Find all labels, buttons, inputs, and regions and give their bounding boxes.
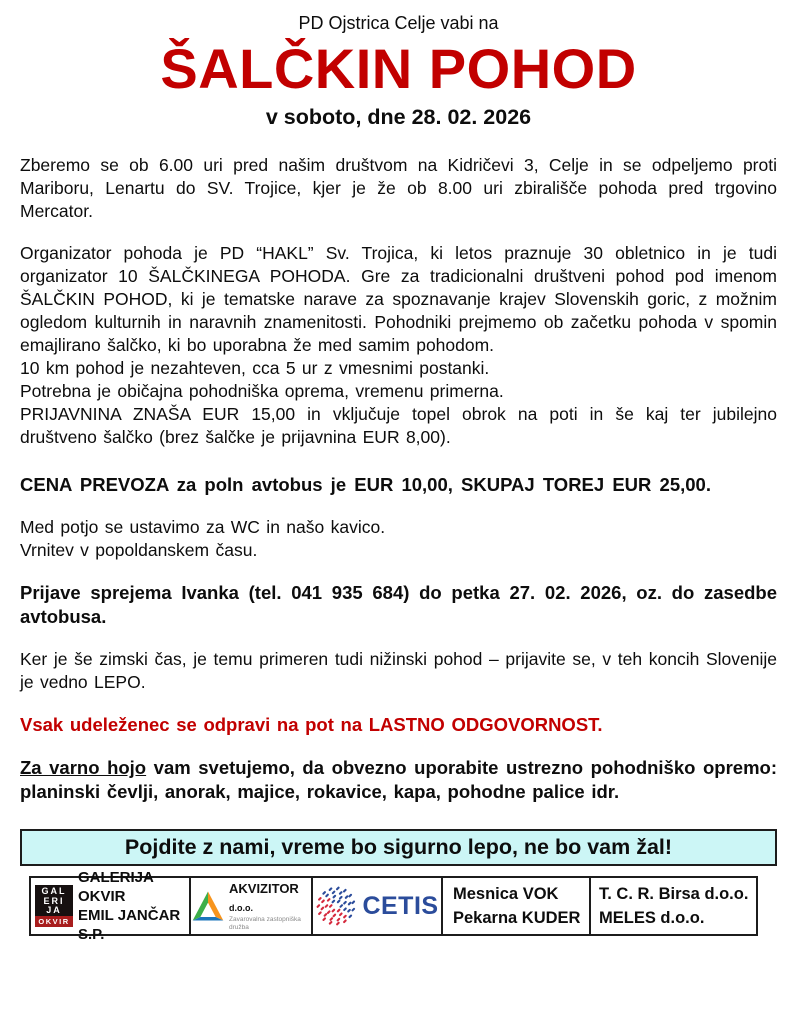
- paragraph-safety: [20, 756, 777, 804]
- paragraph-fee: PRIJAVNINA ZNAŠA EUR 15,00 in vključuje topel obrok na poti in še kaj ter jubilejno društveno šalčko (brez šalčke je prijavnina EUR 8,00).: [20, 404, 777, 447]
- highlight-banner: [20, 829, 777, 866]
- paragraph-meeting: Zberemo se ob 6.00 uri pred našim društvom na Kidričevi 3, Celje in se odpeljemo proti Mariboru, Lenartu do SV. Trojice, kjer je že ob 8.00 uri zbirališče pohoda pred trgovino Mercator.: [20, 155, 777, 221]
- warning-responsibility: Vsak udeleženec se odpravi na pot na LASTNO ODGOVORNOST.: [20, 714, 603, 735]
- sponsor-akvizitor-tagline: Zavarovalna zastopniška družba: [229, 916, 301, 931]
- galerija-logo-footer: OKVIR: [35, 916, 73, 927]
- sponsor-vok-line2: Pekarna KUDER: [453, 909, 581, 927]
- date-line: v soboto, dne 28. 02. 2026: [265, 105, 532, 129]
- sponsor-vok: [441, 878, 589, 934]
- sponsor-galerija: [31, 869, 189, 943]
- sponsor-birsa-line2: MELES d.o.o.: [599, 909, 705, 927]
- sponsor-birsa: [589, 878, 756, 934]
- safety-rest: vam svetujemo, da obvezno uporabite ustrezno pohodniško opremo: planinski čevlji, anorak, majice, rokavice, kapa, pohodne palice idr.: [20, 757, 777, 802]
- sponsor-galerija-line1: GALERIJA OKVIR: [78, 869, 154, 905]
- sponsor-birsa-line1: T. C. R. Birsa d.o.o.: [599, 885, 749, 903]
- highlight-text: Pojdite z nami, vreme bo sigurno lepo, ne bo vam žal!: [124, 835, 673, 859]
- line-equipment: Potrebna je običajna pohodniška oprema, vremenu primerna.: [20, 381, 504, 401]
- sponsor-cetis: [311, 878, 441, 934]
- line-return: Vrnitev v popoldanskem času.: [20, 540, 258, 560]
- sponsor-akvizitor: [189, 878, 311, 934]
- sponsor-galerija-line2: EMIL JANČAR S.P.: [78, 907, 181, 943]
- sponsor-akvizitor-suffix: d.o.o.: [229, 903, 253, 913]
- line-distance: 10 km pohod je nezahteven, cca 5 ur z vmesnimi postanki.: [20, 358, 490, 378]
- paragraph-winter: Ker je še zimski čas, je temu primeren tudi nižinski pohod – prijavite se, v teh koncih Slovenije je vedno LEPO.: [20, 649, 777, 692]
- paragraph-transport: CENA PREVOZA za poln avtobus je EUR 10,00, SKUPAJ TOREJ EUR 25,00.: [20, 474, 711, 495]
- galerija-logo-icon: [35, 885, 73, 927]
- page-title: ŠALČKIN POHOD: [160, 37, 637, 100]
- sponsor-table: [29, 869, 758, 943]
- akvizitor-triangle-icon: [191, 890, 225, 922]
- line-stops: Med potjo se ustavimo za WC in našo kavico.: [20, 517, 386, 537]
- paragraph-registration: Prijave sprejema Ivanka (tel. 041 935 684) do petka 27. 02. 2026, oz. do zasedbe avtobusa.: [20, 582, 777, 627]
- sponsor-cetis-name: CETIS: [362, 891, 439, 920]
- intro-line: PD Ojstrica Celje vabi na: [298, 13, 499, 33]
- galerija-logo-text: GAL: [41, 886, 67, 896]
- sponsor-vok-line1: Mesnica VOK: [453, 885, 559, 903]
- safety-lead-underlined: Za varno hojo: [20, 757, 147, 778]
- galerija-logo-text: JA: [46, 905, 62, 916]
- paragraph-organizer: Organizator pohoda je PD “HAKL” Sv. Trojica, ki letos praznuje 30 obletnico in je tudi organizator 10 ŠALČKINEGA POHODA. Gre za tradicionalni društveni pohod pod imenom ŠALČKIN POHOD, ki je tematske narave za spoznavanje krajev Slovenskih goric, z možnim ogledom kulturnih in naravnih znamenitosti. Pohodniki prejmemo ob začetku pohoda v spomin emajlirano šalčko, ki bo uporabna že med samim pohodom.: [20, 243, 777, 355]
- cetis-globe-icon: [315, 885, 357, 927]
- sponsor-akvizitor-name: AKVIZITOR: [229, 881, 299, 896]
- galerija-logo-text: ERI: [43, 895, 65, 906]
